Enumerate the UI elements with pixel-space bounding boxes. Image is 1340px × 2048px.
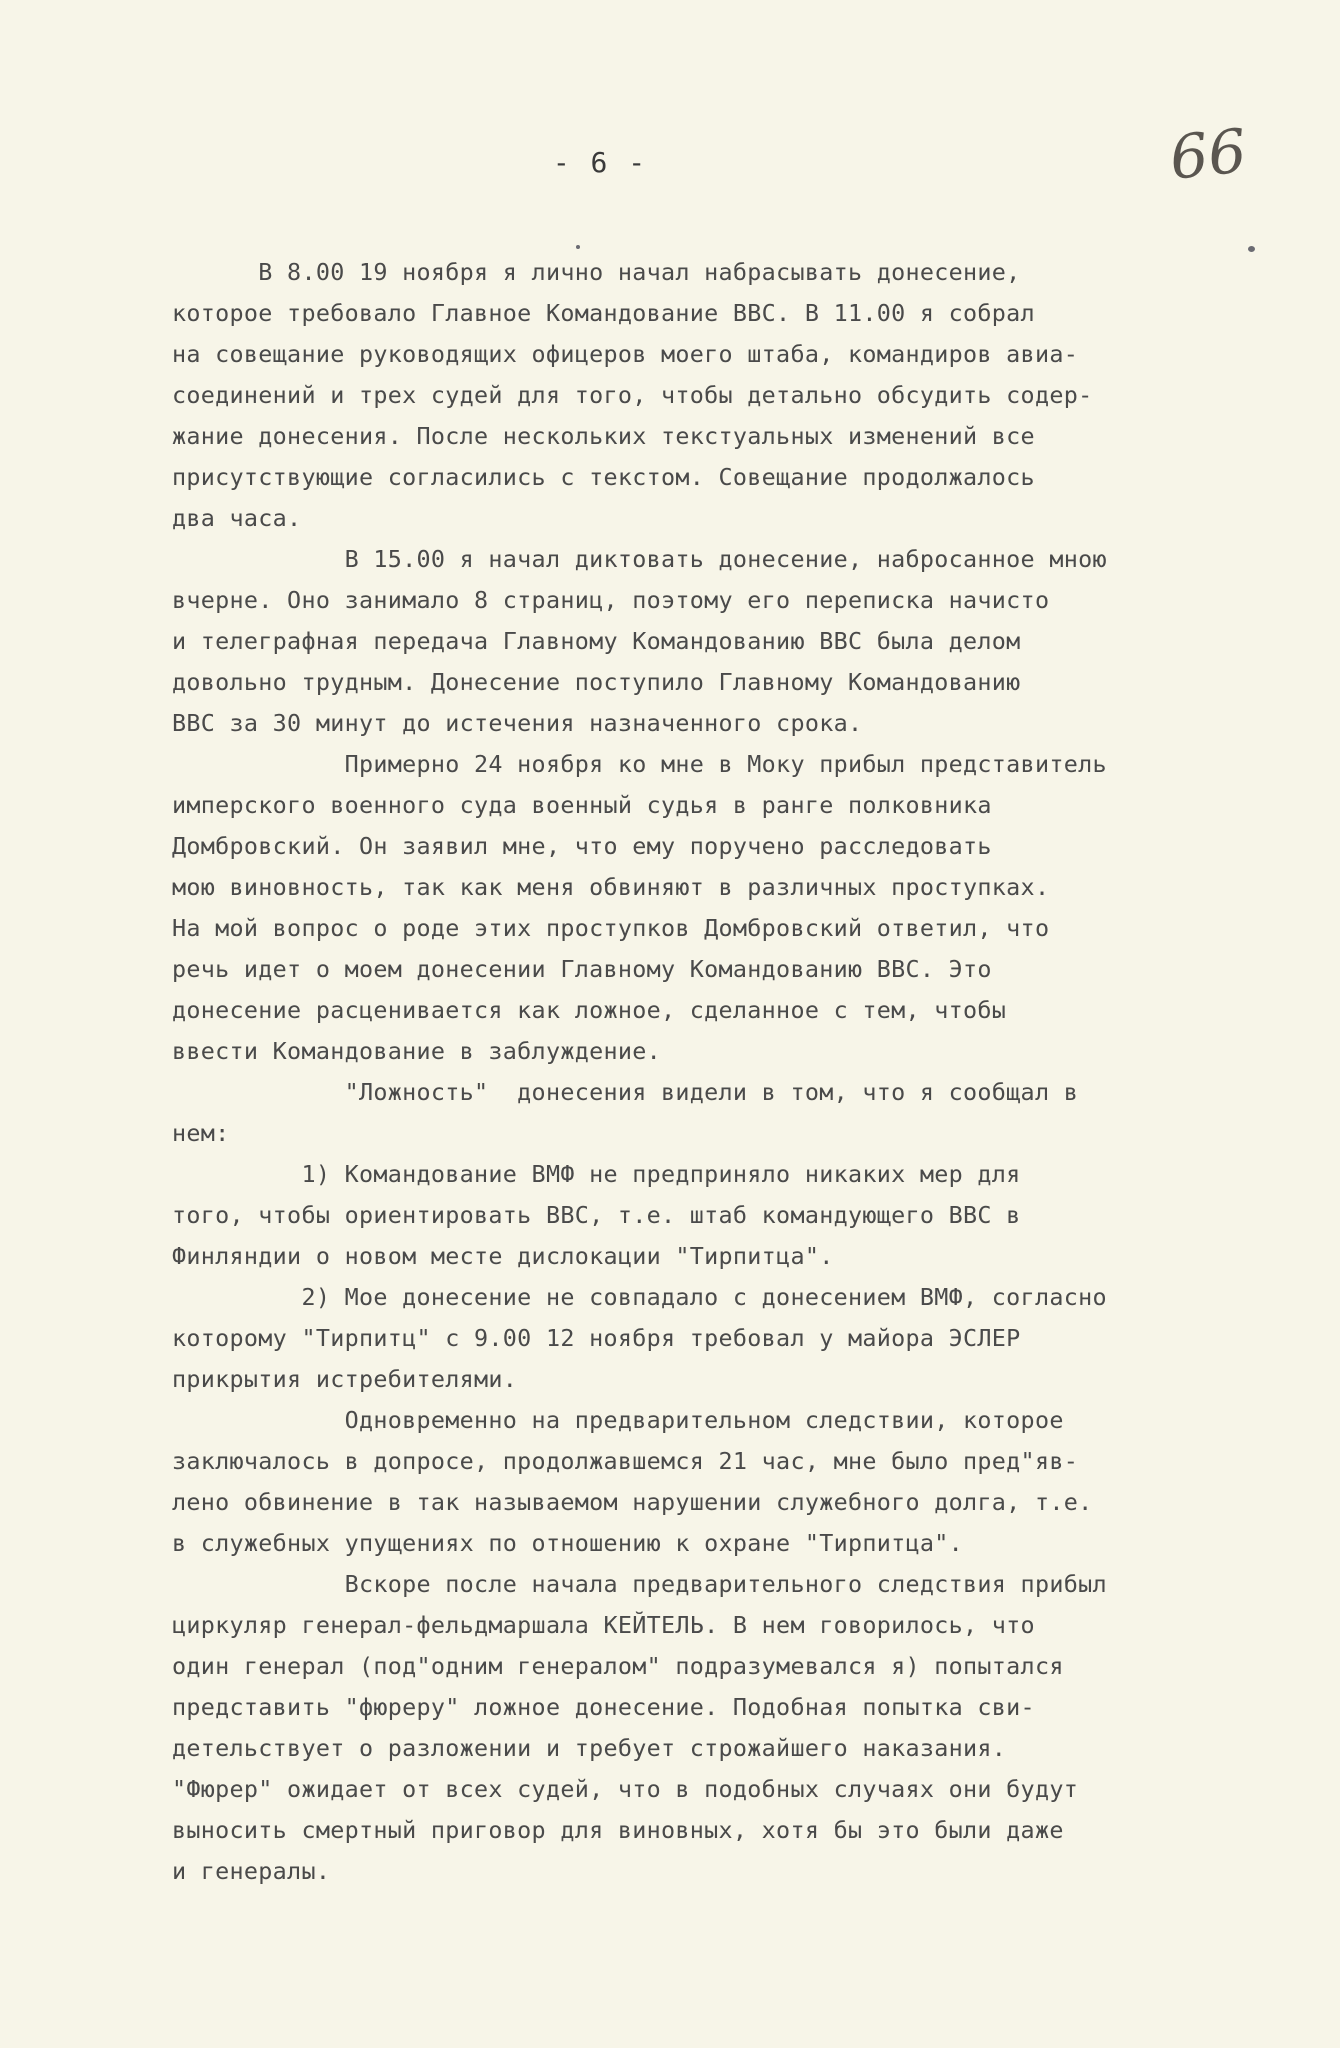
text-line: Примерно 24 ноября ко мне в Моку прибыл представитель [172, 750, 1107, 778]
text-line: Домбровский. Он заявил мне, что ему поручено расследовать [172, 832, 992, 860]
text-line: нем: [172, 1119, 230, 1147]
text-line: выносить смертный приговор для виновных, хотя бы это были даже [172, 1816, 1064, 1844]
text-line: Одновременно на предварительном следствии, которое [172, 1406, 1064, 1434]
text-line: соединений и трех судей для того, чтобы детально обсудить содер- [172, 381, 1093, 409]
text-line: речь идет о моем донесении Главному Командованию ВВС. Это [172, 955, 992, 983]
text-line: вчерне. Оно занимало 8 страниц, поэтому его переписка начисто [172, 586, 1050, 614]
text-line: довольно трудным. Донесение поступило Главному Командованию [172, 668, 1021, 696]
text-line: заключалось в допросе, продолжавшемся 21 час, мне было пред"яв- [172, 1447, 1079, 1475]
text-line: имперского военного суда военный судья в ранге полковника [172, 791, 992, 819]
text-line: "Фюрер" ожидает от всех судей, что в подобных случаях они будут [172, 1775, 1079, 1803]
text-line: представить "фюреру" ложное донесение. Подобная попытка сви- [172, 1693, 1035, 1721]
text-line: детельствует о разложении и требует строжайшего наказания. [172, 1734, 1007, 1762]
text-line: мою виновность, так как меня обвиняют в различных проступках. [172, 873, 1050, 901]
body-text [172, 252, 1272, 1892]
text-line: на совещание руководящих офицеров моего штаба, командиров авиа- [172, 340, 1079, 368]
text-line: На мой вопрос о роде этих проступков Домбровский ответил, что [172, 914, 1050, 942]
text-line: и генералы. [172, 1857, 331, 1885]
text-line: В 15.00 я начал диктовать донесение, набросанное мною [172, 545, 1107, 573]
text-line: ввести Командование в заблуждение. [172, 1037, 661, 1065]
text-line: и телеграфная передача Главному Командованию ВВС была делом [172, 627, 1021, 655]
handwritten-page-mark: 66 [1166, 116, 1250, 194]
text-line: донесение расценивается как ложное, сделанное с тем, чтобы [172, 996, 1007, 1024]
text-line: жание донесения. После нескольких текстуальных изменений все [172, 422, 1035, 450]
text-line: присутствующие согласились с текстом. Совещание продолжалось [172, 463, 1035, 491]
text-line: циркуляр генерал-фельдмаршала КЕЙТЕЛЬ. В нем говорилось, что [172, 1611, 1035, 1639]
text-line: Вскоре после начала предварительного следствия прибыл [172, 1570, 1107, 1598]
text-line: Финляндии о новом месте дислокации "Тирпитца". [172, 1242, 834, 1270]
text-line: которое требовало Главное Командование ВВС. В 11.00 я собрал [172, 299, 1035, 327]
text-line: В 8.00 19 ноября я лично начал набрасывать донесение, [172, 258, 1021, 286]
text-line: два часа. [172, 504, 302, 532]
text-line: один генерал (под"одним генералом" подразумевался я) попытался [172, 1652, 1064, 1680]
text-line: ВВС за 30 минут до истечения назначенного срока. [172, 709, 863, 737]
text-line: того, чтобы ориентировать ВВС, т.е. штаб командующего ВВС в [172, 1201, 1021, 1229]
ink-dot [576, 245, 580, 249]
text-line: 2) Мое донесение не совпадало с донесением ВМФ, согласно [172, 1283, 1107, 1311]
text-line: лено обвинение в так называемом нарушении служебного долга, т.е. [172, 1488, 1093, 1516]
text-line: "Ложность" донесения видели в том, что я сообщал в [172, 1078, 1079, 1106]
text-line: которому "Тирпитц" с 9.00 12 ноября требовал у майора ЭСЛЕР [172, 1324, 1021, 1352]
text-line: в служебных упущениях по отношению к охране "Тирпитца". [172, 1529, 964, 1557]
page-number: - 6 - [552, 146, 648, 179]
text-line: прикрытия истребителями. [172, 1365, 518, 1393]
text-line: 1) Командование ВМФ не предприняло никаких мер для [172, 1160, 1021, 1188]
